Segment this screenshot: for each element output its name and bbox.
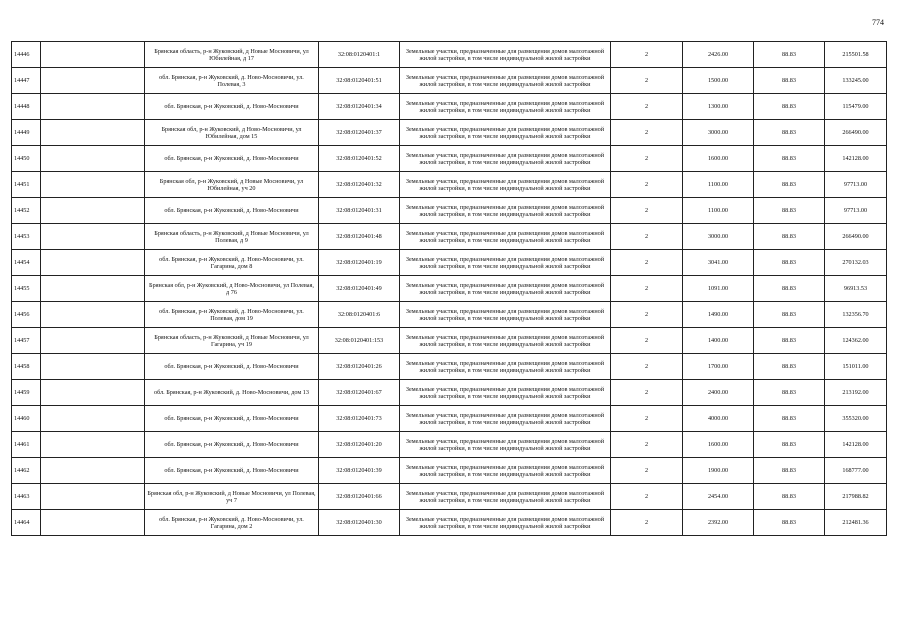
cell-specific-value: 88.83 — [754, 510, 825, 536]
cell-category: 2 — [611, 224, 683, 250]
table-row — [12, 510, 887, 536]
cell-category: 2 — [611, 250, 683, 276]
cell-number: 14461 — [12, 432, 41, 458]
cell-category: 2 — [611, 120, 683, 146]
cell-cadastral-value: 151011.00 — [825, 354, 887, 380]
cell-specific-value: 88.83 — [754, 42, 825, 68]
cell-permitted-use: Земельные участки, предназначенные для размещения домов малоэтажной жилой застройки, в том числе индивидуальной жилой застройки — [400, 380, 611, 406]
cell-area: 1600.00 — [683, 146, 754, 172]
cell-category: 2 — [611, 146, 683, 172]
land-registry-table — [11, 41, 887, 536]
cell-blank — [41, 224, 145, 250]
table-row — [12, 354, 887, 380]
cell-area: 1091.00 — [683, 276, 754, 302]
cell-category: 2 — [611, 94, 683, 120]
cell-specific-value: 88.83 — [754, 224, 825, 250]
cell-cadastral-number: 32:08:0120401:34 — [319, 94, 400, 120]
cell-number: 14447 — [12, 68, 41, 94]
cell-cadastral-value: 217988.82 — [825, 484, 887, 510]
cell-category: 2 — [611, 484, 683, 510]
cell-specific-value: 88.83 — [754, 380, 825, 406]
table-row — [12, 250, 887, 276]
cell-cadastral-value: 266490.00 — [825, 120, 887, 146]
cell-cadastral-value: 133245.00 — [825, 68, 887, 94]
cell-specific-value: 88.83 — [754, 484, 825, 510]
cell-blank — [41, 302, 145, 328]
cell-cadastral-value: 355320.00 — [825, 406, 887, 432]
cell-number: 14459 — [12, 380, 41, 406]
cell-permitted-use: Земельные участки, предназначенные для размещения домов малоэтажной жилой застройки, в том числе индивидуальной жилой застройки — [400, 42, 611, 68]
table-row — [12, 224, 887, 250]
cell-blank — [41, 510, 145, 536]
cell-cadastral-value: 142128.00 — [825, 432, 887, 458]
cell-address: обл. Брянская, р-н Жуковский, д. Ново-Мосновичи, дом 13 — [145, 380, 319, 406]
cell-area: 2392.00 — [683, 510, 754, 536]
cell-area: 2426.00 — [683, 42, 754, 68]
cell-blank — [41, 120, 145, 146]
cell-permitted-use: Земельные участки, предназначенные для размещения домов малоэтажной жилой застройки, в том числе индивидуальной жилой застройки — [400, 94, 611, 120]
cell-area: 3041.00 — [683, 250, 754, 276]
cell-blank — [41, 380, 145, 406]
cell-specific-value: 88.83 — [754, 302, 825, 328]
table-row — [12, 484, 887, 510]
table-row — [12, 172, 887, 198]
cell-cadastral-number: 32:08:0120401:52 — [319, 146, 400, 172]
cell-area: 3000.00 — [683, 120, 754, 146]
cell-category: 2 — [611, 68, 683, 94]
cell-number: 14446 — [12, 42, 41, 68]
cell-blank — [41, 432, 145, 458]
cell-cadastral-value: 212481.36 — [825, 510, 887, 536]
cell-specific-value: 88.83 — [754, 328, 825, 354]
cell-cadastral-number: 32:08:0120401:73 — [319, 406, 400, 432]
cell-address: обл. Брянская, р-н Жуковский, д. Ново-Мосновичи, ул. Гагарина, дом 8 — [145, 250, 319, 276]
cell-address: Брянская обл, р-н Жуковский, д Ново-Мосновичи, ул Полевая, д 76 — [145, 276, 319, 302]
cell-category: 2 — [611, 406, 683, 432]
cell-cadastral-number: 32:08:0120401:26 — [319, 354, 400, 380]
cell-permitted-use: Земельные участки, предназначенные для размещения домов малоэтажной жилой застройки, в том числе индивидуальной жилой застройки — [400, 146, 611, 172]
table-row — [12, 198, 887, 224]
cell-area: 1400.00 — [683, 328, 754, 354]
cell-cadastral-number: 32:08:0120401:32 — [319, 172, 400, 198]
cell-address: Брянская обл, р-н Жуковский, д Новые Мосновичи, ул Полевая, уч 7 — [145, 484, 319, 510]
cell-address: обл. Брянская, р-н Жуковский, д. Ново-Мосновичи — [145, 146, 319, 172]
cell-blank — [41, 458, 145, 484]
cell-cadastral-number: 32:08:0120401:153 — [319, 328, 400, 354]
cell-cadastral-value: 168777.00 — [825, 458, 887, 484]
cell-area: 1900.00 — [683, 458, 754, 484]
cell-blank — [41, 172, 145, 198]
cell-blank — [41, 146, 145, 172]
cell-specific-value: 88.83 — [754, 120, 825, 146]
cell-permitted-use: Земельные участки, предназначенные для размещения домов малоэтажной жилой застройки, в том числе индивидуальной жилой застройки — [400, 510, 611, 536]
cell-area: 1300.00 — [683, 94, 754, 120]
cell-number: 14448 — [12, 94, 41, 120]
cell-cadastral-value: 97713.00 — [825, 172, 887, 198]
cell-cadastral-number: 32:08:0120401:6 — [319, 302, 400, 328]
cell-cadastral-number: 32:08:0120401:48 — [319, 224, 400, 250]
cell-address: обл. Брянская, р-н Жуковский, д. Ново-Мосновичи, ул. Гагарина, дом 2 — [145, 510, 319, 536]
cell-cadastral-value: 96913.53 — [825, 276, 887, 302]
cell-area: 1500.00 — [683, 68, 754, 94]
cell-address: Брянская область, р-н Жуковский, д Новые Мосновичи, ул Юбилейная, д 17 — [145, 42, 319, 68]
cell-number: 14450 — [12, 146, 41, 172]
cell-area: 2454.00 — [683, 484, 754, 510]
cell-category: 2 — [611, 328, 683, 354]
cell-specific-value: 88.83 — [754, 432, 825, 458]
cell-permitted-use: Земельные участки, предназначенные для размещения домов малоэтажной жилой застройки, в том числе индивидуальной жилой застройки — [400, 120, 611, 146]
cell-address: Брянская область, р-н Жуковский, д Новые Мосновичи, ул Полевая, д 9 — [145, 224, 319, 250]
cell-permitted-use: Земельные участки, предназначенные для размещения домов малоэтажной жилой застройки, в том числе индивидуальной жилой застройки — [400, 198, 611, 224]
cell-cadastral-number: 32:08:0120401:20 — [319, 432, 400, 458]
cell-blank — [41, 198, 145, 224]
cell-number: 14456 — [12, 302, 41, 328]
cell-blank — [41, 276, 145, 302]
cell-cadastral-number: 32:08:0120401:66 — [319, 484, 400, 510]
cell-number: 14460 — [12, 406, 41, 432]
cell-address: Брянская обл, р-н Жуковский, д Ново-Мосновичи, ул Юбилейная, дом 15 — [145, 120, 319, 146]
cell-category: 2 — [611, 198, 683, 224]
cell-permitted-use: Земельные участки, предназначенные для размещения домов малоэтажной жилой застройки, в том числе индивидуальной жилой застройки — [400, 458, 611, 484]
cell-permitted-use: Земельные участки, предназначенные для размещения домов малоэтажной жилой застройки, в том числе индивидуальной жилой застройки — [400, 354, 611, 380]
cell-address: обл. Брянская, р-н Жуковский, д. Ново-Мосновичи — [145, 432, 319, 458]
cell-blank — [41, 42, 145, 68]
cell-cadastral-value: 215501.58 — [825, 42, 887, 68]
cell-permitted-use: Земельные участки, предназначенные для размещения домов малоэтажной жилой застройки, в том числе индивидуальной жилой застройки — [400, 328, 611, 354]
cell-specific-value: 88.83 — [754, 68, 825, 94]
cell-cadastral-value: 115479.00 — [825, 94, 887, 120]
page-number: 774 — [872, 18, 884, 27]
cell-cadastral-value: 97713.00 — [825, 198, 887, 224]
cell-address: Брянская обл, р-н Жуковский, д Новые Мосновичи, ул Юбилейная, уч 20 — [145, 172, 319, 198]
cell-cadastral-value: 270132.03 — [825, 250, 887, 276]
cell-category: 2 — [611, 510, 683, 536]
cell-address: обл. Брянская, р-н Жуковский, д. Ново-Мосновичи, ул. Полевая, дом 19 — [145, 302, 319, 328]
cell-specific-value: 88.83 — [754, 94, 825, 120]
cell-specific-value: 88.83 — [754, 406, 825, 432]
cell-number: 14454 — [12, 250, 41, 276]
cell-number: 14449 — [12, 120, 41, 146]
cell-number: 14462 — [12, 458, 41, 484]
cell-permitted-use: Земельные участки, предназначенные для размещения домов малоэтажной жилой застройки, в том числе индивидуальной жилой застройки — [400, 484, 611, 510]
cell-permitted-use: Земельные участки, предназначенные для размещения домов малоэтажной жилой застройки, в том числе индивидуальной жилой застройки — [400, 172, 611, 198]
table-row — [12, 94, 887, 120]
cell-specific-value: 88.83 — [754, 172, 825, 198]
cell-area: 1600.00 — [683, 432, 754, 458]
table-row — [12, 380, 887, 406]
cell-cadastral-value: 124362.00 — [825, 328, 887, 354]
cell-blank — [41, 484, 145, 510]
cell-category: 2 — [611, 380, 683, 406]
cell-blank — [41, 406, 145, 432]
table-row — [12, 406, 887, 432]
cell-blank — [41, 250, 145, 276]
cell-number: 14463 — [12, 484, 41, 510]
cell-permitted-use: Земельные участки, предназначенные для размещения домов малоэтажной жилой застройки, в том числе индивидуальной жилой застройки — [400, 224, 611, 250]
cell-category: 2 — [611, 432, 683, 458]
cell-address: обл. Брянская, р-н Жуковский, д. Ново-Мосновичи, ул. Полевая, 3 — [145, 68, 319, 94]
cell-number: 14457 — [12, 328, 41, 354]
cell-specific-value: 88.83 — [754, 198, 825, 224]
cell-blank — [41, 68, 145, 94]
cell-category: 2 — [611, 302, 683, 328]
cell-blank — [41, 328, 145, 354]
cell-cadastral-value: 266490.00 — [825, 224, 887, 250]
cell-area: 4000.00 — [683, 406, 754, 432]
cell-cadastral-number: 32:08:0120401:1 — [319, 42, 400, 68]
table-row — [12, 146, 887, 172]
table-row — [12, 276, 887, 302]
table-row — [12, 432, 887, 458]
cell-permitted-use: Земельные участки, предназначенные для размещения домов малоэтажной жилой застройки, в том числе индивидуальной жилой застройки — [400, 250, 611, 276]
cell-cadastral-number: 32:08:0120401:30 — [319, 510, 400, 536]
cell-cadastral-value: 132356.70 — [825, 302, 887, 328]
cell-address: Брянская область, р-н Жуковский, д Новые Мосновичи, ул Гагарина, уч 19 — [145, 328, 319, 354]
cell-area: 1490.00 — [683, 302, 754, 328]
cell-cadastral-number: 32:08:0120401:39 — [319, 458, 400, 484]
cell-permitted-use: Земельные участки, предназначенные для размещения домов малоэтажной жилой застройки, в том числе индивидуальной жилой застройки — [400, 276, 611, 302]
table-row — [12, 68, 887, 94]
cell-cadastral-number: 32:08:0120401:37 — [319, 120, 400, 146]
cell-category: 2 — [611, 458, 683, 484]
cell-cadastral-value: 142128.00 — [825, 146, 887, 172]
cell-blank — [41, 354, 145, 380]
cell-address: обл. Брянская, р-н Жуковский, д. Ново-Мосновичи — [145, 94, 319, 120]
table-row — [12, 120, 887, 146]
cell-specific-value: 88.83 — [754, 458, 825, 484]
cell-number: 14458 — [12, 354, 41, 380]
cell-permitted-use: Земельные участки, предназначенные для размещения домов малоэтажной жилой застройки, в том числе индивидуальной жилой застройки — [400, 302, 611, 328]
cell-permitted-use: Земельные участки, предназначенные для размещения домов малоэтажной жилой застройки, в том числе индивидуальной жилой застройки — [400, 432, 611, 458]
cell-area: 1700.00 — [683, 354, 754, 380]
cell-permitted-use: Земельные участки, предназначенные для размещения домов малоэтажной жилой застройки, в том числе индивидуальной жилой застройки — [400, 68, 611, 94]
cell-specific-value: 88.83 — [754, 354, 825, 380]
cell-cadastral-number: 32:08:0120401:49 — [319, 276, 400, 302]
cell-specific-value: 88.83 — [754, 146, 825, 172]
table-row — [12, 458, 887, 484]
cell-permitted-use: Земельные участки, предназначенные для размещения домов малоэтажной жилой застройки, в том числе индивидуальной жилой застройки — [400, 406, 611, 432]
cell-number: 14455 — [12, 276, 41, 302]
cell-address: обл. Брянская, р-н Жуковский, д. Ново-Мосновичи — [145, 198, 319, 224]
cell-number: 14451 — [12, 172, 41, 198]
cell-category: 2 — [611, 172, 683, 198]
cell-cadastral-number: 32:08:0120401:51 — [319, 68, 400, 94]
cell-specific-value: 88.83 — [754, 250, 825, 276]
cell-area: 1100.00 — [683, 198, 754, 224]
cell-area: 3000.00 — [683, 224, 754, 250]
cell-cadastral-number: 32:08:0120401:67 — [319, 380, 400, 406]
cell-number: 14452 — [12, 198, 41, 224]
cell-address: обл. Брянская, р-н Жуковский, д. Ново-Мосновичи — [145, 458, 319, 484]
cell-area: 2400.00 — [683, 380, 754, 406]
cell-category: 2 — [611, 42, 683, 68]
cell-cadastral-number: 32:08:0120401:19 — [319, 250, 400, 276]
table-row — [12, 42, 887, 68]
table-row — [12, 328, 887, 354]
cell-blank — [41, 94, 145, 120]
cell-cadastral-number: 32:08:0120401:31 — [319, 198, 400, 224]
table-body — [12, 42, 887, 536]
cell-address: обл. Брянская, р-н Жуковский, д. Ново-Мосновичи — [145, 406, 319, 432]
cell-number: 14464 — [12, 510, 41, 536]
cell-area: 1100.00 — [683, 172, 754, 198]
cell-specific-value: 88.83 — [754, 276, 825, 302]
cell-category: 2 — [611, 354, 683, 380]
cell-category: 2 — [611, 276, 683, 302]
cell-number: 14453 — [12, 224, 41, 250]
cell-address: обл. Брянская, р-н Жуковский, д. Ново-Мосновичи — [145, 354, 319, 380]
table-row — [12, 302, 887, 328]
cell-cadastral-value: 213192.00 — [825, 380, 887, 406]
